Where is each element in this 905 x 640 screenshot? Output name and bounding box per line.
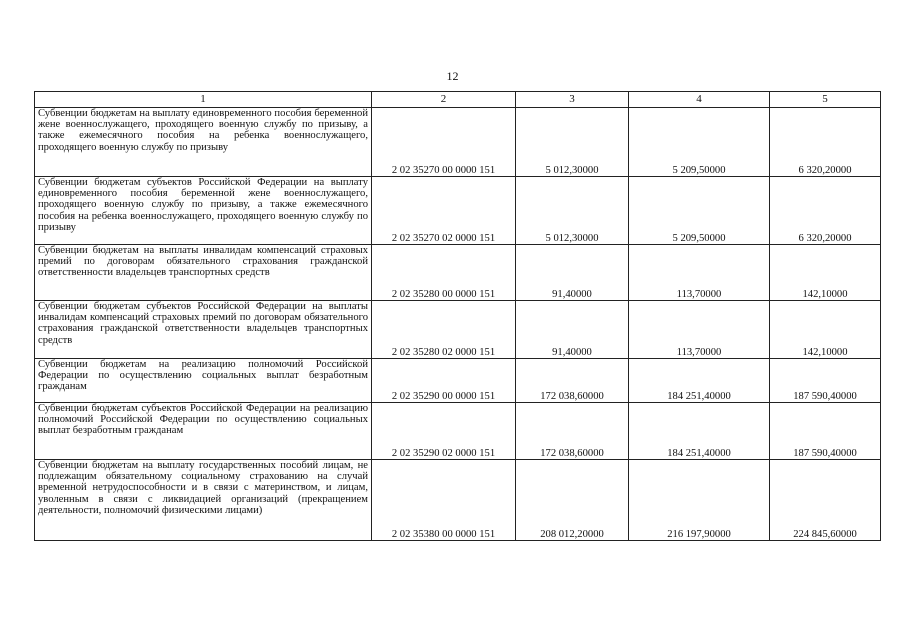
table-row [35,460,881,541]
budget-table [34,91,881,541]
row-value-col5: 142,10000 [770,301,881,359]
row-description: Субвенции бюджетам субъектов Российской Федерации на реализацию полномочий Российской Федерации по осуществлению социальных выплат безработным гражданам [35,403,372,460]
table-row [35,245,881,301]
row-budget-code: 2 02 35280 00 0000 151 [372,245,516,301]
row-value-col5: 187 590,40000 [770,403,881,460]
row-value-col3: 172 038,60000 [516,403,629,460]
row-value-col5: 6 320,20000 [770,108,881,177]
row-description: Субвенции бюджетам на выплаты инвалидам компенсаций страховых премий по договорам обязательного страхования гражданской ответственности владельцев транспортных средств [35,245,372,301]
row-value-col4: 5 209,50000 [629,108,770,177]
column-header-1: 1 [35,92,372,108]
row-value-col5: 142,10000 [770,245,881,301]
row-value-col5: 224 845,60000 [770,460,881,541]
row-description: Субвенции бюджетам на выплату государственных пособий лицам, не подлежащим обязательному социальному страхованию на случай временной нетрудоспособности и в связи с материнством, и лицам, уволенным в связи с ликвидацией организаций (прекращением деятельности, полномочий физическими лицами) [35,460,372,541]
row-value-col4: 113,70000 [629,245,770,301]
page-number: 12 [446,69,459,83]
row-description: Субвенции бюджетам субъектов Российской Федерации на выплату единовременного пособия беременной жене военнослужащего, проходящего военную службу по призыву, а также ежемесячного пособия на ребенка военнослужащего, проходящего военную службу по призыву [35,177,372,245]
row-value-col4: 5 209,50000 [629,177,770,245]
row-value-col4: 184 251,40000 [629,359,770,403]
row-budget-code: 2 02 35290 02 0000 151 [372,403,516,460]
row-value-col3: 208 012,20000 [516,460,629,541]
row-budget-code: 2 02 35280 02 0000 151 [372,301,516,359]
row-value-col5: 187 590,40000 [770,359,881,403]
row-description: Субвенции бюджетам на реализацию полномочий Российской Федерации по осуществлению социальных выплат безработным гражданам [35,359,372,403]
row-description: Субвенции бюджетам на выплату единовременного пособия беременной жене военнослужащего, проходящего военную службу по призыву, а также ежемесячного пособия на ребенка военнослужащего, проходящего военную службу по призыву [35,108,372,177]
row-value-col3: 91,40000 [516,245,629,301]
row-value-col5: 6 320,20000 [770,177,881,245]
row-value-col3: 91,40000 [516,301,629,359]
table-row [35,359,881,403]
table-row [35,403,881,460]
table-row [35,301,881,359]
column-header-5: 5 [770,92,881,108]
row-value-col3: 5 012,30000 [516,177,629,245]
table-row [35,108,881,177]
row-value-col4: 113,70000 [629,301,770,359]
row-value-col3: 172 038,60000 [516,359,629,403]
column-header-2: 2 [372,92,516,108]
row-value-col4: 184 251,40000 [629,403,770,460]
row-budget-code: 2 02 35270 00 0000 151 [372,108,516,177]
row-budget-code: 2 02 35270 02 0000 151 [372,177,516,245]
row-budget-code: 2 02 35290 00 0000 151 [372,359,516,403]
row-value-col4: 216 197,90000 [629,460,770,541]
column-header-3: 3 [516,92,629,108]
row-description: Субвенции бюджетам субъектов Российской Федерации на выплаты инвалидам компенсаций страховых премий по договорам обязательного страхования гражданской ответственности владельцев транспортных средств [35,301,372,359]
column-header-4: 4 [629,92,770,108]
column-number-row [35,92,881,108]
table-row [35,177,881,245]
row-value-col3: 5 012,30000 [516,108,629,177]
row-budget-code: 2 02 35380 00 0000 151 [372,460,516,541]
